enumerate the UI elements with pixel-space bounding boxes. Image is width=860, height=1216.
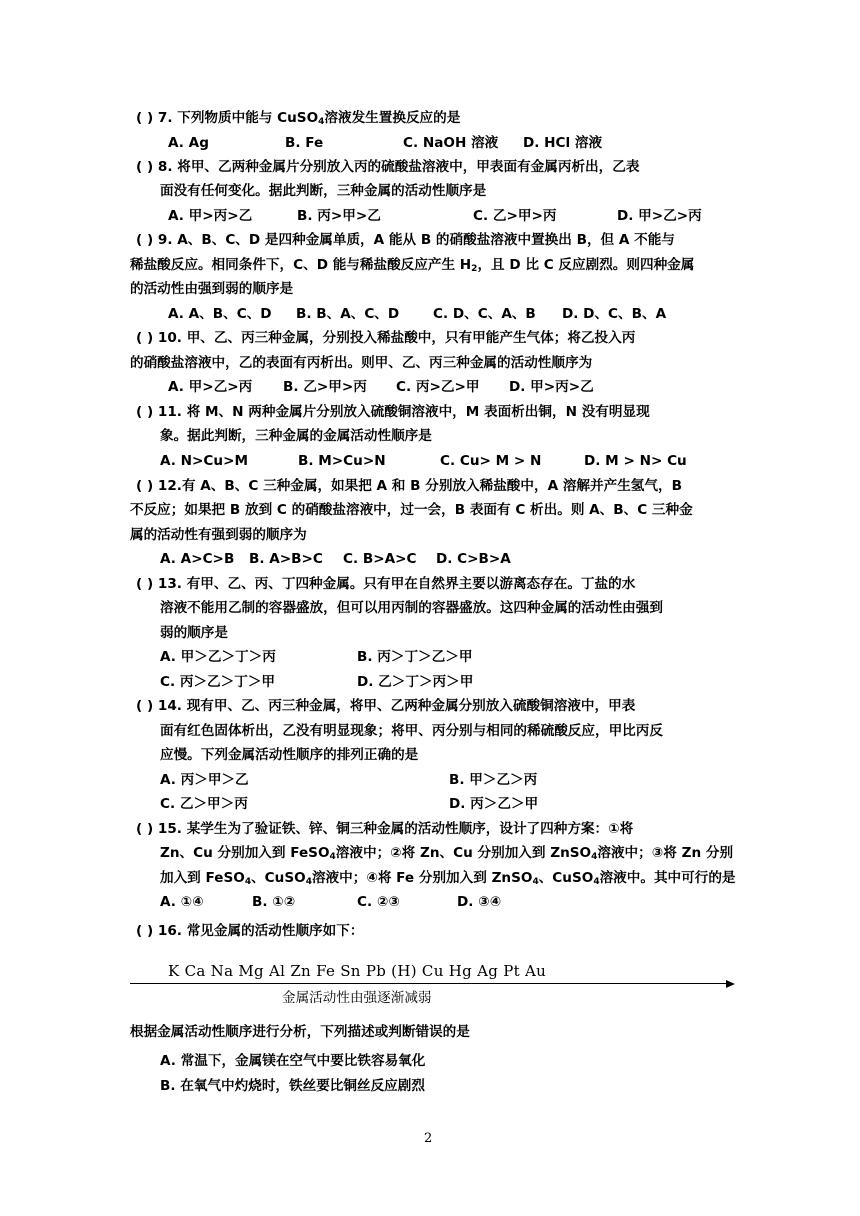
q15-line-3-sub1: 4 [244,877,252,887]
q9-line-2-a: 稀盐酸反应。相同条件下，C、D 能与稀盐酸反应产生 H [130,257,472,273]
q13-option-a: A. 甲＞乙＞丁＞丙 [160,649,276,665]
q12-line-3: 属的活动性有强到弱的顺序为 [130,527,307,543]
q10-option-a: A. 甲>乙>丙 [168,379,253,395]
q13-option-b: B. 丙＞丁＞乙＞甲 [357,649,473,665]
q15-line-3-c: 溶液中；④将 Fe 分别加入到 ZnSO [311,870,533,886]
q9-line-3: 的活动性由强到弱的顺序是 [130,281,294,297]
q8-line-2: 面没有任何变化。据此判断，三种金属的活动性顺序是 [160,183,487,199]
q8-option-d: D. 甲>乙>丙 [617,208,702,224]
q11-option-b: B. M>Cu>N [298,453,386,469]
q15-line-1: ( ) 15. 某学生为了验证铁、锌、铜三种金属的活动性顺序，设计了四种方案：①将 [136,821,634,837]
q13-option-d: D. 乙＞丁＞丙＞甲 [357,674,474,690]
q12-option-d: D. C>B>A [436,551,511,567]
q15-line-3-d: 、CuSO [538,870,594,886]
q12-line-1: ( ) 12.有 A、B、C 三种金属，如果把 A 和 B 分别放入稀盐酸中，A 溶解并产生氢气，B [136,478,682,494]
activity-arrow-line [130,983,730,984]
q15-line-3-sub4: 4 [593,877,600,887]
q15-option-d: D. ③④ [457,894,502,910]
q10-line-1: ( ) 10. 甲、乙、丙三种金属，分别投入稀盐酸中，只有甲能产生气体；将乙投入丙 [136,330,636,346]
q9-option-d: D. D、C、B、A [562,306,667,322]
q15-option-c: C. ②③ [357,894,400,910]
q14-option-c: C. 乙＞甲＞丙 [160,796,248,812]
q14-option-d: D. 丙＞乙＞甲 [449,796,539,812]
q10-line-2: 的硝酸盐溶液中，乙的表面有丙析出。则甲、乙、丙三种金属的活动性顺序为 [130,355,593,371]
q9-line-1: ( ) 9. A、B、C、D 是四种金属单质，A 能从 B 的硝酸盐溶液中置换出 B，但 A 不能与 [136,232,675,248]
q15-line-2-c: 溶液中；③将 Zn 分别 [597,845,734,861]
q14-option-b: B. 甲＞乙＞丙 [449,772,538,788]
q7-stem [136,109,460,131]
q8-option-b: B. 丙>甲>乙 [297,208,381,224]
q14-line-1: ( ) 14. 现有甲、乙、丙三种金属，将甲、乙两种金属分别放入硫酸铜溶液中，甲表 [136,698,636,714]
q13-option-c: C. 丙＞乙＞丁＞甲 [160,674,276,690]
page-number: 2 [424,1131,433,1146]
q10-option-c: C. 丙>乙>甲 [396,379,480,395]
q11-option-d: D. M > N> Cu [584,453,687,469]
activity-series-caption: 金属活动性由强逐渐减弱 [282,990,432,1006]
q16-option-a: A. 常温下，金属镁在空气中要比铁容易氧化 [160,1053,426,1069]
q12-option-a: A. A>C>B [160,551,235,567]
q14-line-2: 面有红色固体析出，乙没有明显现象；将甲、丙分别与相同的稀硫酸反应，甲比丙反 [160,723,663,739]
q14-option-a: A. 丙＞甲＞乙 [160,772,249,788]
q7-option-a: A. Ag [168,135,209,151]
q10-option-b: B. 乙>甲>丙 [283,379,367,395]
q12-option-b: B. A>B>C [249,551,323,567]
q7-option-b: B. Fe [285,135,324,151]
q11-option-a: A. N>Cu>M [160,453,249,469]
q12-option-c: C. B>A>C [343,551,417,567]
metal-activity-series: K Ca Na Mg Al Zn Fe Sn Pb (H) Cu Hg Ag Pt Au [168,962,547,980]
q7-option-d: D. HCl 溶液 [523,135,603,151]
q13-line-1: ( ) 13. 有甲、乙、丙、丁四种金属。只有甲在自然界主要以游离态存在。丁盐的水 [136,576,636,592]
q16-option-b: B. 在氧气中灼烧时，铁丝要比铜丝反应剧烈 [160,1078,425,1094]
q13-line-2: 溶液不能用乙制的容器盛放，但可以用丙制的容器盛放。这四种金属的活动性由强到 [160,600,663,616]
q14-line-3: 应慢。下列金属活动性顺序的排列正确的是 [160,747,419,763]
q10-option-d: D. 甲>丙>乙 [509,379,594,395]
q8-option-c: C. 乙>甲>丙 [473,208,557,224]
arrow-right-icon [726,980,735,988]
q15-line-3-sub3: 4 [532,877,539,887]
q12-line-2: 不反应；如果把 B 放到 C 的硝酸盐溶液中，过一会，B 表面有 C 析出。则 A、B、C 三种金 [130,502,693,518]
q9-line-2-sub: 2 [471,264,478,274]
q11-line-1: ( ) 11. 将 M、N 两种金属片分别放入硫酸铜溶液中，M 表面析出铜，N 没有明显现 [136,404,650,420]
q15-line-3-e: 溶液中。其中可行的是 [599,870,736,886]
q7-stem-b: 溶液发生置换反应的是 [324,110,461,126]
q15-option-a: A. ①④ [160,894,204,910]
q15-line-2-sub1: 4 [329,852,336,862]
q11-option-c: C. Cu> M > N [440,453,542,469]
q9-option-a: A. A、B、C、D [168,306,272,322]
q8-option-a: A. 甲>丙>乙 [168,208,253,224]
q15-line-2-a: Zn、Cu 分别加入到 FeSO [160,845,330,861]
q15-option-b: B. ①② [252,894,296,910]
q15-line-3-a: 加入到 FeSO [160,870,245,886]
q16-line-1: ( ) 16. 常见金属的活动性顺序如下： [136,923,364,939]
q9-line-2 [130,256,694,278]
q15-line-2-b: 溶液中；②将 Zn、Cu 分别加入到 ZnSO [335,845,592,861]
q16-line-2: 根据金属活动性顺序进行分析，下列描述或判断错误的是 [130,1024,470,1040]
q15-line-3-b: 、CuSO [251,870,306,886]
q15-line-3 [160,869,736,891]
q15-line-2-sub2: 4 [591,852,598,862]
q15-line-2 [160,844,733,866]
q13-line-3: 弱的顺序是 [160,625,228,641]
q15-line-3-sub2: 4 [305,877,312,887]
q9-option-c: C. D、C、A、B [433,306,536,322]
q7-stem-sub: 4 [318,117,325,127]
q9-line-2-b: ，且 D 比 C 反应剧烈。则四种金属 [477,257,695,273]
q9-option-b: B. B、A、C、D [296,306,400,322]
q11-line-2: 象。据此判断，三种金属的金属活动性顺序是 [160,428,432,444]
q7-option-c: C. NaOH 溶液 [403,135,499,151]
q8-line-1: ( ) 8. 将甲、乙两种金属片分别放入丙的硫酸盐溶液中，甲表面有金属丙析出，乙表 [136,159,640,175]
q7-stem-a: ( ) 7. 下列物质中能与 CuSO [136,110,319,126]
